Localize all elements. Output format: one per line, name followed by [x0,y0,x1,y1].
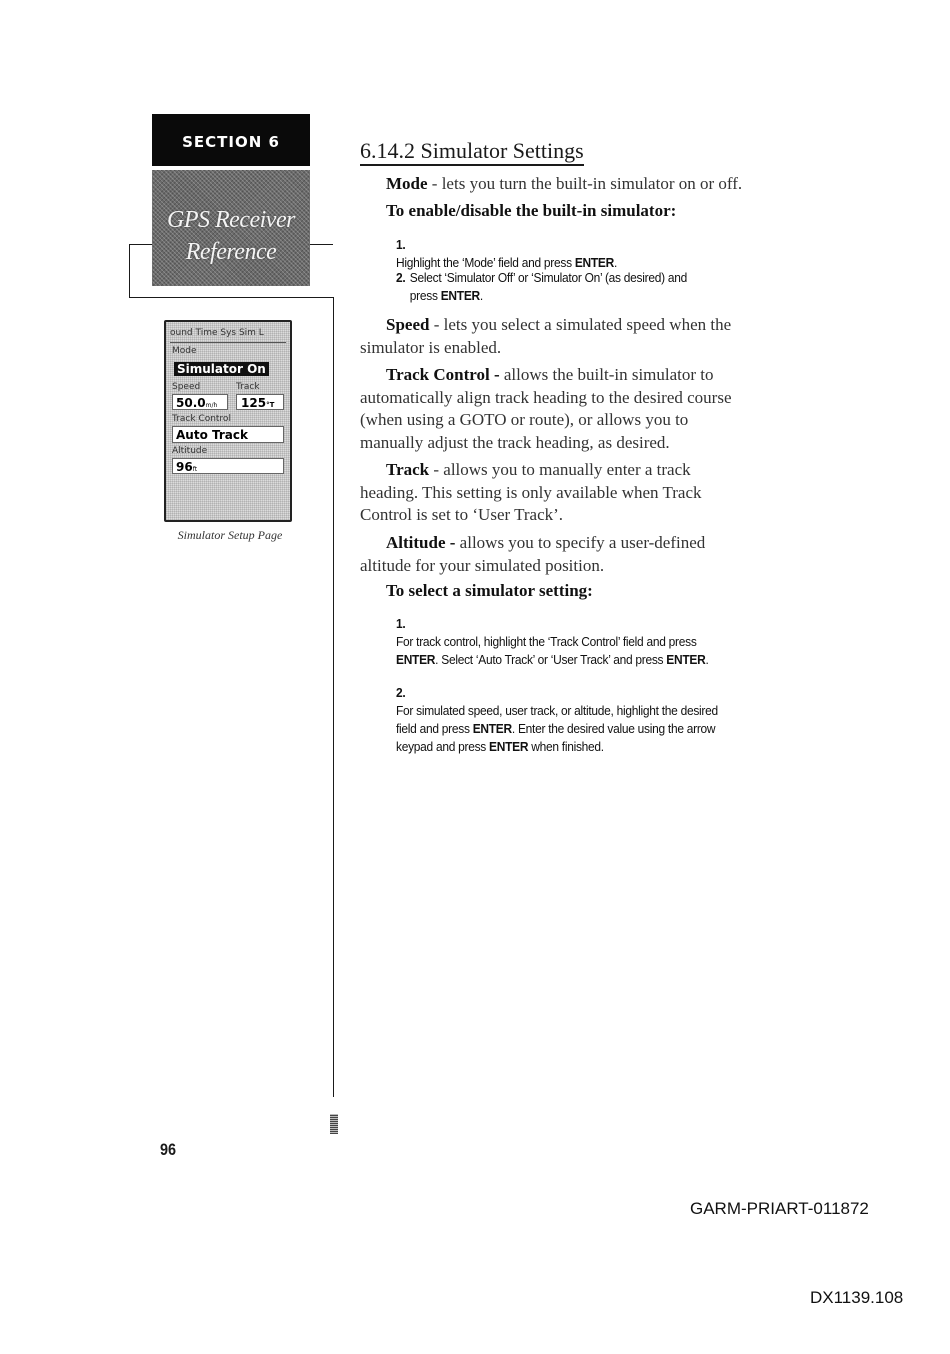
enable-step-1 [396,236,718,272]
bracket-bottom-line [129,297,333,298]
mode-desc: - lets you turn the built-in simulator on or off. [427,174,743,193]
select-heading: To select a simulator setting: [386,581,593,600]
step-text: . [613,255,618,270]
bracket-left-vertical [129,244,130,298]
track-paragraph [360,459,740,527]
mode-paragraph [386,173,746,196]
gps-altitude-value: 96 [176,460,193,474]
page-number: 96 [160,1140,177,1159]
figure-caption: Simulator Setup Page [177,528,283,542]
section-heading: 6.14.2 Simulator Settings [360,138,584,166]
enter-key: ENTER [489,739,529,754]
step-number: 1. [396,237,406,252]
page-edge-marker [330,1114,338,1134]
gps-simulator-screen [164,320,292,522]
gps-speed-unit: m/h [205,402,218,409]
step-text: Select ‘Simulator Off’ or ‘Simulator On’ (as desired) and press [409,270,687,303]
track-control-desc: allows the built-in simulator to automatically align track heading to the desired course (when using a GOTO or route), or allows you to manually adjust the track heading, as desired. [360,365,732,452]
step-text: when finished. [528,739,604,754]
enter-key: ENTER [440,288,480,303]
track-desc: - allows you to manually enter a track heading. This setting is only available when Track Control is set to ‘User Track’. [360,460,702,524]
track-control-term: Track Control - [386,365,500,384]
step-text: . [705,652,709,667]
speed-paragraph [360,314,740,359]
margin-vertical-line [333,297,334,1097]
enter-key: ENTER [574,255,614,270]
gps-speed-field [172,394,228,410]
gps-altitude-unit: ft [192,466,198,473]
select-step-1 [396,615,718,669]
gps-mode-value: Simulator On [174,362,269,376]
step-number: 2. [396,270,406,285]
enter-key: ENTER [396,652,436,667]
enter-key: ENTER [472,721,512,736]
bates-number-primary: GARM-PRIART-011872 [690,1199,869,1218]
section-title-line2: Reference [185,239,277,265]
gps-track-field [236,394,284,410]
step-text: Highlight the ‘Mode’ field and press [396,255,575,270]
gps-speed-value: 50.0 [176,396,206,410]
altitude-desc: allows you to specify a user-defined altitude for your simulated position. [360,533,706,575]
bates-number-secondary: DX1139.108 [810,1288,904,1307]
section-title-line1: GPS Receiver [167,207,295,233]
select-step-2 [396,684,718,756]
track-term: Track [386,460,430,479]
altitude-term: Altitude - [386,533,456,552]
section-title-panel [152,170,310,286]
gps-track-label: Track [236,382,260,392]
gps-altitude-field [172,458,284,474]
gps-track-control-value: Auto Track [172,426,284,443]
gps-altitude-label: Altitude [172,446,208,456]
bracket-right-horizontal [310,244,333,245]
enable-step-2 [396,269,718,305]
step-text: . Select ‘Auto Track’ or ‘User Track’ and press [435,652,667,667]
bracket-left-horizontal [129,244,152,245]
track-control-paragraph [360,364,740,454]
gps-tab-row: ound Time Sys Sim L [170,328,264,338]
step-number: 1. [396,616,406,631]
gps-track-control-label: Track Control [172,414,231,424]
gps-speed-label: Speed [172,382,201,392]
step-text: . [479,288,483,303]
speed-desc: - lets you select a simulated speed when the simulator is enabled. [360,315,732,357]
step-text: . Enter the desired value using the arrow keypad and press [396,721,716,754]
enable-heading: To enable/disable the built-in simulator: [386,201,677,220]
mode-term: Mode [386,174,428,193]
gps-tab-divider [170,342,286,343]
gps-track-value: 125 [241,396,267,410]
altitude-paragraph [360,532,740,577]
enter-key: ENTER [666,652,706,667]
step-text: For track control, highlight the ‘Track Control’ field and press [396,634,697,649]
section-tab: SECTION 6 [152,114,310,166]
gps-track-unit: °T [266,401,275,409]
speed-term: Speed [386,315,430,334]
step-text: For simulated speed, user track, or altitude, highlight the desired field and press [396,703,718,736]
step-number: 2. [396,685,406,700]
gps-mode-label: Mode [172,346,197,356]
